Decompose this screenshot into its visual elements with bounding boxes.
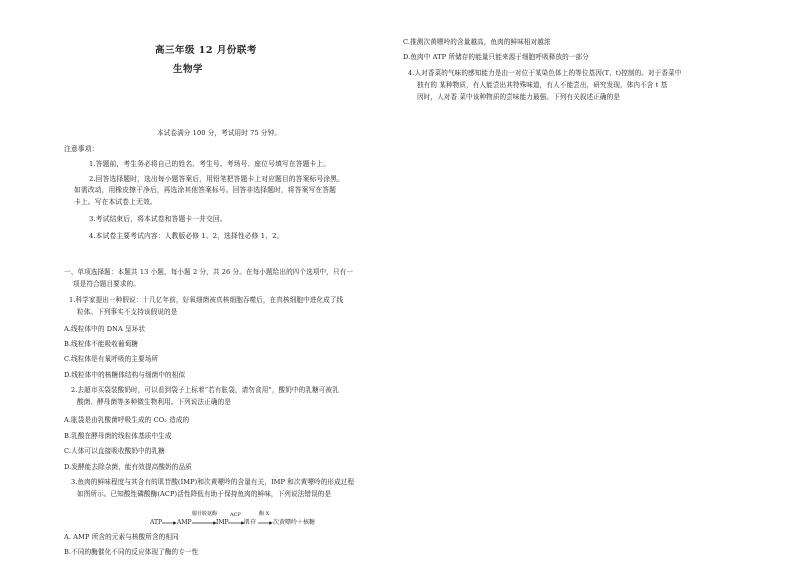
label-atp: ATP <box>150 519 163 526</box>
section-heading: 项是符合题目要求的。 <box>73 280 140 288</box>
note-item: 卡上。写在本试卷上无效。 <box>74 198 157 206</box>
note-item: 如需改动，用橡皮擦干净后，再选涂其他答案标号。回答非选择题时，将答案写在答题 <box>74 186 337 194</box>
question-stem: 酸菌、酵母菌等多种微生物利用。下列说法正确的是 <box>77 398 231 406</box>
question-stem: 独有的 某种物质，有人能尝出其特殊味道，有人不能尝出，研究发现，体内不含 t 基 <box>417 81 668 89</box>
question-stem: 粒体。下列事实不支持该假说的是 <box>77 308 178 316</box>
option: A.线粒体中的 DNA 呈环状 <box>64 325 146 333</box>
section-heading: 一、单项选择题：本题共 13 小题，每小题 2 分，共 26 分。在每小题给出的四个选项中，只有一 <box>64 268 354 276</box>
label-inosine: 肌苷 <box>244 519 257 526</box>
label-enzyme2: 酶 X <box>259 511 270 517</box>
label-amp: AMP <box>177 519 192 526</box>
option: B.不同的酶催化不同的反应体现了酶的专一性 <box>64 548 199 556</box>
option: B.线粒体不能吸收葡萄糖 <box>64 340 139 348</box>
option: C.推测次黄嘌呤的含量越高，鱼肉的鲜味相对越浓 <box>403 38 551 46</box>
question-stem: 如图所示。已知酸性磷酸酶(ACP)活性降低有助于保持鱼肉的鲜味，下列说法错误的是 <box>77 490 332 498</box>
subject-title: 生物学 <box>173 64 204 75</box>
imp-pathway-diagram <box>150 508 380 530</box>
option: D.发酵能去除杂菌，能有效提高酸奶的品质 <box>64 463 192 471</box>
question-stem: 因时，人对香 菜中该种物质的尝味能力最强。下列有关叙述正确的是 <box>417 93 621 101</box>
note-item: 1.答题前，考生务必将自己的姓名、考生号、考场号、座位号填写在答题卡上。 <box>89 160 331 168</box>
option: D.线粒体中的核糖体结构与细菌中的相似 <box>64 371 186 379</box>
exam-info: 本试卷满分 100 分，考试用时 75 分钟。 <box>157 129 281 137</box>
note-item: 4.本试卷主要考试内容：人教版必修 1、2，选择性必修 1、2。 <box>89 232 284 240</box>
question-stem: 1.科学家提出一种假说：十几亿年前，好氧细菌被真核细胞吞噬后，在真核细胞中进化成了线 <box>69 296 344 304</box>
note-item: 3.考试结束后，将本试卷和答题卡一并交回。 <box>89 215 227 223</box>
label-imp: IMP <box>216 519 229 526</box>
note-item: 2.回答选择题时，选出每小题答案后，用铅笔把答题卡上对应题目的答案标号涂黑。 <box>89 175 344 183</box>
label-acp: ACP <box>230 512 241 518</box>
exam-title: 高三年级 12 月份联考 <box>155 45 257 56</box>
option: C.人体可以直接吸收酸奶中的乳糖 <box>64 447 165 455</box>
option: A. AMP 所含的元素与核酸所含的相同 <box>64 533 179 541</box>
question-stem: 2.去超市买袋装酸奶时，可以看到袋子上标着“若有胀袋，请勿食用”，酸奶中的乳糖可被乳 <box>71 386 339 394</box>
option: A.胀袋是由乳酸菌呼吸生成的 CO₂ 造成的 <box>64 416 190 424</box>
label-enzyme1: 腺苷脱氨酶 <box>192 511 218 517</box>
notes-heading: 注意事项： <box>64 145 99 153</box>
option: C.线粒体是有氧呼吸的主要场所 <box>64 355 159 363</box>
question-stem: 4.人对香菜的气味的感知能力是由一对位于某染色体上的等位基因(T、t)控制的。对于香菜中 <box>408 69 682 77</box>
label-product: 次黄嘌呤＋核糖 <box>273 519 316 526</box>
option: D.鱼肉中 ATP 所储存的能量只能来源于细胞呼吸释放的一部分 <box>403 53 589 61</box>
option: B.乳酸在酵母菌的线粒体基质中生成 <box>64 432 172 440</box>
question-stem: 3.鱼肉的鲜味程度与其含有的肌苷酸(IMP)和次黄嘌呤的含量有关，IMP 和次黄嘌呤的形成过程 <box>71 478 355 486</box>
